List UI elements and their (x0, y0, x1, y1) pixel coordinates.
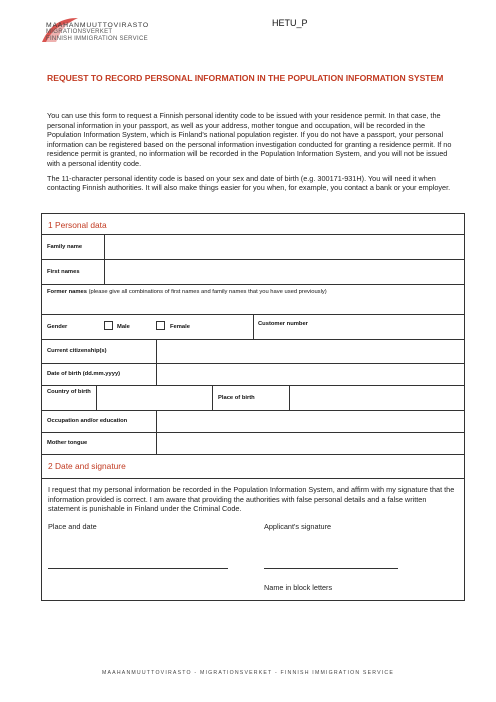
gender-label: Gender (47, 324, 68, 330)
occupation-field[interactable] (157, 411, 464, 432)
occupation-row (42, 411, 464, 433)
form-box (41, 213, 465, 601)
mother-tongue-row (42, 433, 464, 455)
former-names-note: (please give all combinations of first names and family names that you have used previously) (88, 289, 327, 295)
intro-paragraph-2: The 11-character personal identity code is based on your sex and date of birth (e.g. 300171-931H). You will need it when contacting Finnish authorities. It will also make things easier for you when, for example, you contact a bank or your employer. (47, 173, 451, 193)
citizenship-field[interactable] (157, 340, 464, 363)
logo-line-2: MIGRATIONSVERKET (46, 29, 113, 36)
female-checkbox[interactable] (156, 321, 165, 330)
dob-field[interactable] (157, 364, 464, 385)
family-name-label: Family name (47, 244, 83, 250)
former-names-label (42, 285, 464, 314)
country-of-birth-label: Country of birth (47, 389, 91, 395)
intro-text (47, 111, 457, 198)
citizenship-label: Current citizenship(s) (47, 348, 107, 354)
declaration-text: I request that my personal information be recorded in the Population Information System, and affirm with my signature that the information provided is correct. I am aware that providing the authorities with false personal details and a false written statement is punishable in Finland under the Criminal Code. (48, 485, 455, 514)
mother-tongue-label: Mother tongue (47, 440, 88, 446)
occupation-label: Occupation and/or education (47, 418, 128, 424)
intro-paragraph-1: You can use this form to request a Finnish personal identity code to be issued with your residence permit. In that case, the personal information in your passport, as well as your address, mother tongue and occupation, will be recorded in the Population Information System, which is Finland's national population register. If you do not have a passport, your personal information can be registered based on the personal information investigation conducted for granting a residence permit. If no residence permit is granted, no information will be recorded in the Population Information System, and you will not be issued with a personal identity code. (47, 111, 452, 168)
dob-row (42, 364, 464, 386)
place-of-birth-field[interactable] (290, 386, 464, 410)
signature-label: Applicant's signature (264, 522, 332, 531)
former-names-row[interactable] (42, 285, 464, 315)
male-checkbox[interactable] (104, 321, 113, 330)
birth-row (42, 386, 464, 411)
form-code: HETU_P (272, 18, 308, 28)
first-names-label: First names (47, 269, 80, 275)
section-2-heading: 2 Date and signature (42, 455, 464, 479)
former-names-title: Former names (47, 289, 87, 295)
section-1-heading: 1 Personal data (42, 214, 464, 235)
male-label: Male (117, 324, 130, 330)
customer-number-label: Customer number (258, 321, 308, 327)
first-names-row (42, 260, 464, 285)
form-title: REQUEST TO RECORD PERSONAL INFORMATION IN THE POPULATION INFORMATION SYSTEM (47, 73, 444, 83)
family-name-row (42, 235, 464, 260)
citizenship-row (42, 340, 464, 364)
place-of-birth-label: Place of birth (218, 395, 255, 401)
logo-line-1: MAAHANMUUTTOVIRASTO (46, 22, 149, 29)
mother-tongue-field[interactable] (157, 433, 464, 454)
country-of-birth-field[interactable] (97, 386, 212, 410)
gender-row (42, 315, 464, 340)
dob-label: Date of birth (dd.mm.yyyy) (47, 371, 121, 377)
first-names-field[interactable] (105, 260, 464, 284)
footer-text: MAAHANMUUTTOVIRASTO - MIGRATIONSVERKET - FINNISH IMMIGRATION SERVICE (102, 670, 394, 676)
logo-line-3: FINNISH IMMIGRATION SERVICE (46, 36, 148, 43)
logo-text (46, 22, 149, 44)
female-label: Female (170, 324, 190, 330)
signature-line[interactable] (264, 568, 398, 569)
customer-number-field[interactable] (254, 315, 464, 339)
place-date-line[interactable] (48, 568, 228, 569)
place-date-label: Place and date (48, 522, 97, 531)
family-name-field[interactable] (105, 235, 464, 259)
block-letters-label: Name in block letters (264, 583, 333, 592)
